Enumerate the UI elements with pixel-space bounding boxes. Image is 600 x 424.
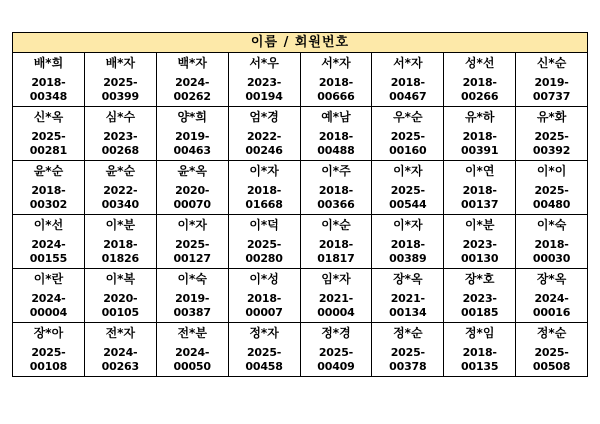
- member-name: 임*자: [321, 272, 351, 286]
- member-name: 이*자: [393, 218, 423, 232]
- member-name: 이*연: [464, 164, 495, 178]
- table-row: [13, 161, 588, 215]
- member-number: 2025-00160: [389, 130, 427, 157]
- member-cell: [444, 53, 516, 107]
- member-cell: [13, 161, 85, 215]
- member-cell: [516, 161, 588, 215]
- member-number: 2021-00134: [389, 292, 427, 319]
- member-cell: [84, 53, 156, 107]
- member-number: 2018-00302: [29, 184, 68, 211]
- member-cell: [444, 215, 516, 269]
- member-cell: [444, 323, 516, 377]
- member-number: 2022-00246: [245, 130, 283, 157]
- member-name: 유*하: [464, 110, 495, 124]
- table-row: [13, 53, 588, 107]
- member-number: 2018-00137: [461, 184, 499, 211]
- member-name: 유*화: [536, 110, 567, 124]
- member-number: 2020-00070: [173, 184, 211, 211]
- member-name: 이*란: [33, 272, 64, 286]
- member-name: 서*자: [321, 56, 351, 70]
- member-cell: [156, 323, 228, 377]
- member-name: 정*순: [393, 326, 423, 340]
- member-number: 2018-00007: [245, 292, 283, 319]
- member-cell: [13, 323, 85, 377]
- member-number: 2024-00155: [29, 238, 68, 265]
- member-number: 2019-00737: [532, 76, 571, 103]
- member-number: 2018-01668: [245, 184, 283, 211]
- member-name: 윤*순: [105, 164, 136, 178]
- member-name: 장*호: [464, 272, 495, 286]
- member-name: 양*희: [177, 110, 207, 124]
- member-number: 2025-00458: [245, 346, 283, 373]
- member-number: 2018-00389: [389, 238, 427, 265]
- member-name: 윤*순: [33, 164, 64, 178]
- table-row: [13, 269, 588, 323]
- member-cell: [13, 107, 85, 161]
- member-cell: [84, 269, 156, 323]
- member-name: 배*희: [33, 56, 64, 70]
- member-cell: [372, 269, 444, 323]
- member-cell: [300, 215, 372, 269]
- member-cell: [516, 107, 588, 161]
- member-number: 2024-00262: [173, 76, 211, 103]
- member-cell: [228, 53, 300, 107]
- member-cell: [156, 215, 228, 269]
- member-name: 우*순: [393, 110, 423, 124]
- member-number: 2024-00016: [532, 292, 571, 319]
- member-number: 2018-00488: [317, 130, 355, 157]
- member-name: 신*순: [536, 56, 567, 70]
- member-cell: [516, 53, 588, 107]
- member-cell: [372, 215, 444, 269]
- member-number: 2024-00004: [29, 292, 68, 319]
- member-name: 이*선: [33, 218, 64, 232]
- member-cell: [156, 161, 228, 215]
- member-cell: [516, 323, 588, 377]
- member-name: 이*복: [105, 272, 136, 286]
- member-name: 장*옥: [536, 272, 567, 286]
- member-cell: [372, 107, 444, 161]
- member-number: 2018-00666: [317, 76, 355, 103]
- member-name: 정*순: [536, 326, 567, 340]
- member-name: 서*우: [249, 56, 279, 70]
- member-number: 2019-00463: [173, 130, 211, 157]
- member-roster-table: [12, 32, 588, 377]
- member-number: 2024-00050: [173, 346, 211, 373]
- member-number: 2022-00340: [101, 184, 139, 211]
- member-cell: [228, 215, 300, 269]
- table-row: [13, 107, 588, 161]
- member-cell: [156, 53, 228, 107]
- member-number: 2025-00544: [389, 184, 427, 211]
- header-row: [13, 33, 588, 53]
- member-cell: [228, 323, 300, 377]
- member-name: 이*분: [105, 218, 136, 232]
- member-name: 전*분: [177, 326, 207, 340]
- member-cell: [372, 53, 444, 107]
- member-number: 2021-00004: [317, 292, 355, 319]
- table-title: 이름 / 회원번호: [13, 33, 588, 53]
- member-cell: [300, 161, 372, 215]
- member-name: 예*남: [321, 110, 351, 124]
- member-name: 전*자: [105, 326, 136, 340]
- table-row: [13, 323, 588, 377]
- member-number: 2020-00105: [101, 292, 139, 319]
- member-cell: [300, 269, 372, 323]
- member-number: 2025-00392: [532, 130, 571, 157]
- member-number: 2023-00194: [245, 76, 283, 103]
- member-name: 장*옥: [393, 272, 423, 286]
- member-name: 정*자: [249, 326, 279, 340]
- member-number: 2018-00391: [461, 130, 499, 157]
- member-number: 2025-00480: [532, 184, 571, 211]
- member-number: 2025-00409: [317, 346, 355, 373]
- member-number: 2024-00263: [101, 346, 139, 373]
- member-cell: [84, 107, 156, 161]
- member-name: 이*주: [321, 164, 351, 178]
- member-cell: [156, 269, 228, 323]
- member-name: 성*선: [464, 56, 495, 70]
- member-cell: [444, 107, 516, 161]
- member-number: 2018-00030: [532, 238, 571, 265]
- member-cell: [13, 269, 85, 323]
- member-name: 심*수: [105, 110, 136, 124]
- member-number: 2025-00378: [389, 346, 427, 373]
- member-name: 이*자: [393, 164, 423, 178]
- member-cell: [84, 215, 156, 269]
- member-number: 2025-00127: [173, 238, 211, 265]
- member-name: 이*숙: [177, 272, 207, 286]
- member-cell: [84, 161, 156, 215]
- member-name: 이*순: [321, 218, 351, 232]
- member-number: 2023-00185: [461, 292, 499, 319]
- member-cell: [300, 323, 372, 377]
- member-number: 2025-00280: [245, 238, 283, 265]
- member-number: 2018-00366: [317, 184, 355, 211]
- member-number: 2025-00281: [29, 130, 68, 157]
- member-cell: [516, 269, 588, 323]
- member-cell: [444, 269, 516, 323]
- member-number: 2018-00135: [461, 346, 499, 373]
- member-cell: [156, 107, 228, 161]
- member-name: 장*아: [33, 326, 64, 340]
- member-name: 엄*경: [249, 110, 279, 124]
- roster-body: [13, 53, 588, 377]
- member-name: 이*숙: [536, 218, 567, 232]
- member-cell: [300, 107, 372, 161]
- member-name: 이*자: [177, 218, 207, 232]
- member-name: 이*이: [536, 164, 567, 178]
- member-number: 2023-00130: [461, 238, 499, 265]
- member-cell: [516, 215, 588, 269]
- member-number: 2018-00348: [29, 76, 68, 103]
- member-number: 2018-00266: [461, 76, 499, 103]
- member-cell: [13, 215, 85, 269]
- member-number: 2019-00387: [173, 292, 211, 319]
- member-name: 정*임: [464, 326, 495, 340]
- member-cell: [228, 269, 300, 323]
- member-name: 이*분: [464, 218, 495, 232]
- member-number: 2025-00108: [29, 346, 68, 373]
- table-row: [13, 215, 588, 269]
- member-cell: [228, 107, 300, 161]
- member-number: 2018-01817: [317, 238, 355, 265]
- member-cell: [372, 323, 444, 377]
- member-number: 2018-01826: [101, 238, 139, 265]
- member-cell: [372, 161, 444, 215]
- member-cell: [228, 161, 300, 215]
- member-name: 배*자: [105, 56, 136, 70]
- member-cell: [300, 53, 372, 107]
- member-name: 서*자: [393, 56, 423, 70]
- member-number: 2018-00467: [389, 76, 427, 103]
- member-cell: [444, 161, 516, 215]
- member-number: 2025-00399: [101, 76, 139, 103]
- member-name: 윤*옥: [177, 164, 207, 178]
- member-name: 신*옥: [33, 110, 64, 124]
- member-number: 2023-00268: [101, 130, 139, 157]
- member-name: 이*성: [249, 272, 279, 286]
- member-cell: [13, 53, 85, 107]
- member-cell: [84, 323, 156, 377]
- member-name: 이*자: [249, 164, 279, 178]
- member-number: 2025-00508: [532, 346, 571, 373]
- member-name: 정*경: [321, 326, 351, 340]
- member-name: 백*자: [177, 56, 207, 70]
- member-name: 이*덕: [249, 218, 279, 232]
